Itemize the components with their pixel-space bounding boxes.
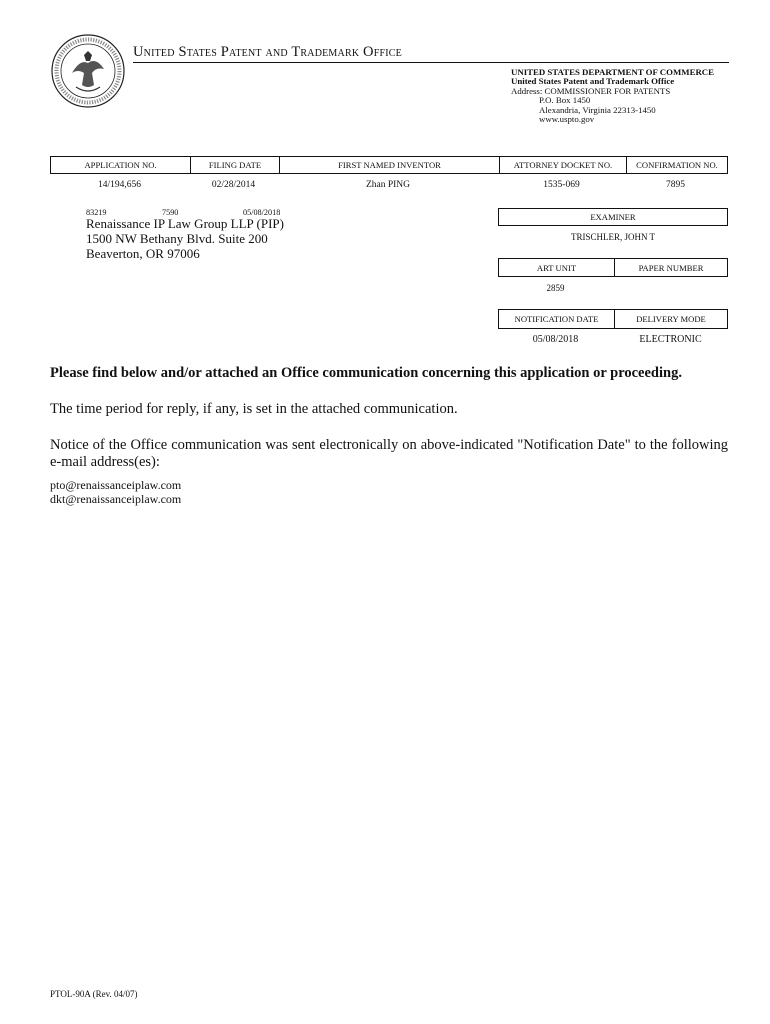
correspondence-address (86, 216, 284, 261)
header-rule (133, 62, 729, 63)
department-address-block (511, 68, 714, 124)
reply-period-text: The time period for reply, if any, is set in the attached communication. (50, 401, 458, 417)
header-application-no: APPLICATION NO. (84, 160, 157, 170)
examiner-name: TRISCHLER, JOHN T (570, 232, 656, 242)
city-line: Alexandria, Virginia 22313-1450 (539, 104, 656, 115)
art-unit-value: 2859 (546, 283, 565, 293)
email-list (50, 478, 181, 506)
paper-number-label: PAPER NUMBER (614, 259, 727, 276)
uspto-seal-icon (50, 33, 126, 109)
office-title: United States Patent and Trademark Office (133, 44, 402, 60)
notification-date-value: 05/08/2018 (532, 334, 579, 345)
art-unit-box (498, 258, 728, 277)
notice-heading: Please find below and/or attached an Office communication concerning this application or proceeding. (50, 365, 682, 381)
docket-no-value: 1535-069 (543, 180, 580, 190)
firm-name: Renaissance IP Law Group LLP (PIP) (86, 216, 284, 231)
electronic-notice-text: Notice of the Office communication was sent electronically on above-indicated "Notification Date" to the following e-mail address(es): (50, 437, 728, 470)
address-line: Address: COMMISSIONER FOR PATENTS (511, 85, 671, 96)
mailing-date: 05/08/2018 (243, 208, 281, 217)
office-name: United States Patent and Trademark Office (511, 76, 675, 87)
city-state-zip: Beaverton, OR 97006 (86, 246, 200, 261)
email-address[interactable]: pto@renaissanceiplaw.com (50, 478, 182, 492)
street-address: 1500 NW Bethany Blvd. Suite 200 (86, 231, 268, 246)
application-no-value: 14/194,656 (97, 180, 141, 190)
delivery-mode-value: ELECTRONIC (639, 334, 702, 345)
confirmation-no-value: 7895 (666, 180, 685, 190)
examiner-label-box (498, 208, 728, 226)
examiner-label: EXAMINER (590, 212, 636, 222)
header-confirmation-no: CONFIRMATION NO. (626, 157, 727, 173)
header-attorney-docket-no: ATTORNEY DOCKET NO. (499, 157, 626, 173)
customer-number: 83219 (86, 208, 107, 217)
art-unit-label: ART UNIT (536, 262, 577, 273)
filing-date-value: 02/28/2014 (211, 180, 256, 190)
header-first-named-inventor: FIRST NAMED INVENTOR (279, 157, 499, 173)
po-box: P.O. Box 1450 (539, 95, 591, 106)
header-filing-date: FILING DATE (190, 157, 279, 173)
notification-box (498, 309, 728, 329)
website-link[interactable]: www.uspto.gov (539, 114, 595, 125)
inventor-value: Zhan PING (365, 180, 411, 190)
correspondence-code: 7590 (162, 208, 179, 217)
dept-name: UNITED STATES DEPARTMENT OF COMMERCE (511, 67, 715, 77)
application-header-row (50, 156, 728, 174)
notification-date-label: NOTIFICATION DATE (514, 314, 599, 324)
delivery-mode-label: DELIVERY MODE (614, 310, 727, 328)
form-id: PTOL-90A (Rev. 04/07) (50, 989, 138, 999)
email-address[interactable]: dkt@renaissanceiplaw.com (50, 492, 182, 506)
